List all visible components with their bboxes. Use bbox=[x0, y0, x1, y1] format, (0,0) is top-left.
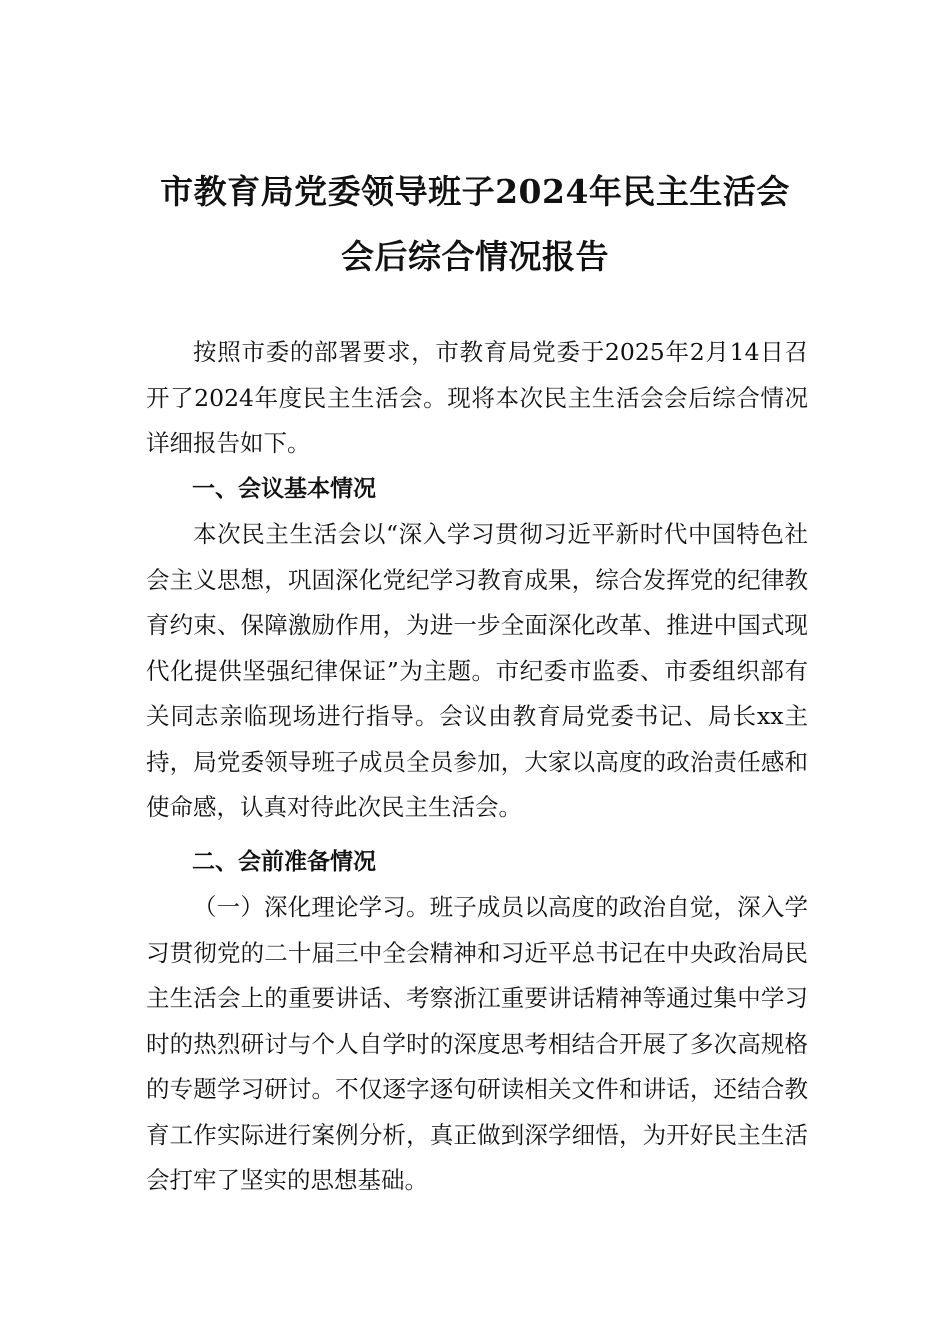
section-2-heading: 二、会前准备情况 bbox=[192, 848, 376, 875]
document-title-line-2: 会后综合情况报告 bbox=[341, 237, 609, 276]
intro-paragraph: 按照市委的部署要求，市教育局党委于2025年2月14日召开了2024年度民主生活会。现将本次民主生活会会后综合情况详细报告如下。 bbox=[146, 338, 808, 457]
document-title-line-1: 市教育局党委领导班子2024年民主生活会 bbox=[160, 172, 790, 211]
document-body bbox=[146, 330, 808, 1204]
section-spacer bbox=[146, 831, 808, 840]
section-1-heading: 一、会议基本情况 bbox=[192, 475, 376, 502]
section-1-paragraph: 本次民主生活会以“深入学习贯彻习近平新时代中国特色社会主义思想，巩固深化党纪学习教育成果，综合发挥党的纪律教育约束、保障激励作用，为进一步全面深化改革、推进中国式现代化提供坚强纪律保证”为主题。市纪委市监委、市委组织部有关同志亲临现场进行指导。会议由教育局党委书记、局长xx主持，局党委领导班子成员全员参加，大家以高度的政治责任感和使命感，认真对待此次民主生活会。 bbox=[146, 520, 808, 821]
section-2-paragraph-1: （一）深化理论学习。班子成员以高度的政治自觉，深入学习贯彻党的二十届三中全会精神和习近平总书记在中央政治局民主生活会上的重要讲话、考察浙江重要讲话精神等通过集中学习时的热烈研讨与个人自学时的深度思考相结合开展了多次高规格的专题学习研讨。不仅逐字逐句研读相关文件和讲话，还结合教育工作实际进行案例分析，真正做到深学细悟，为开好民主生活会打牢了坚实的思想基础。 bbox=[146, 893, 808, 1194]
